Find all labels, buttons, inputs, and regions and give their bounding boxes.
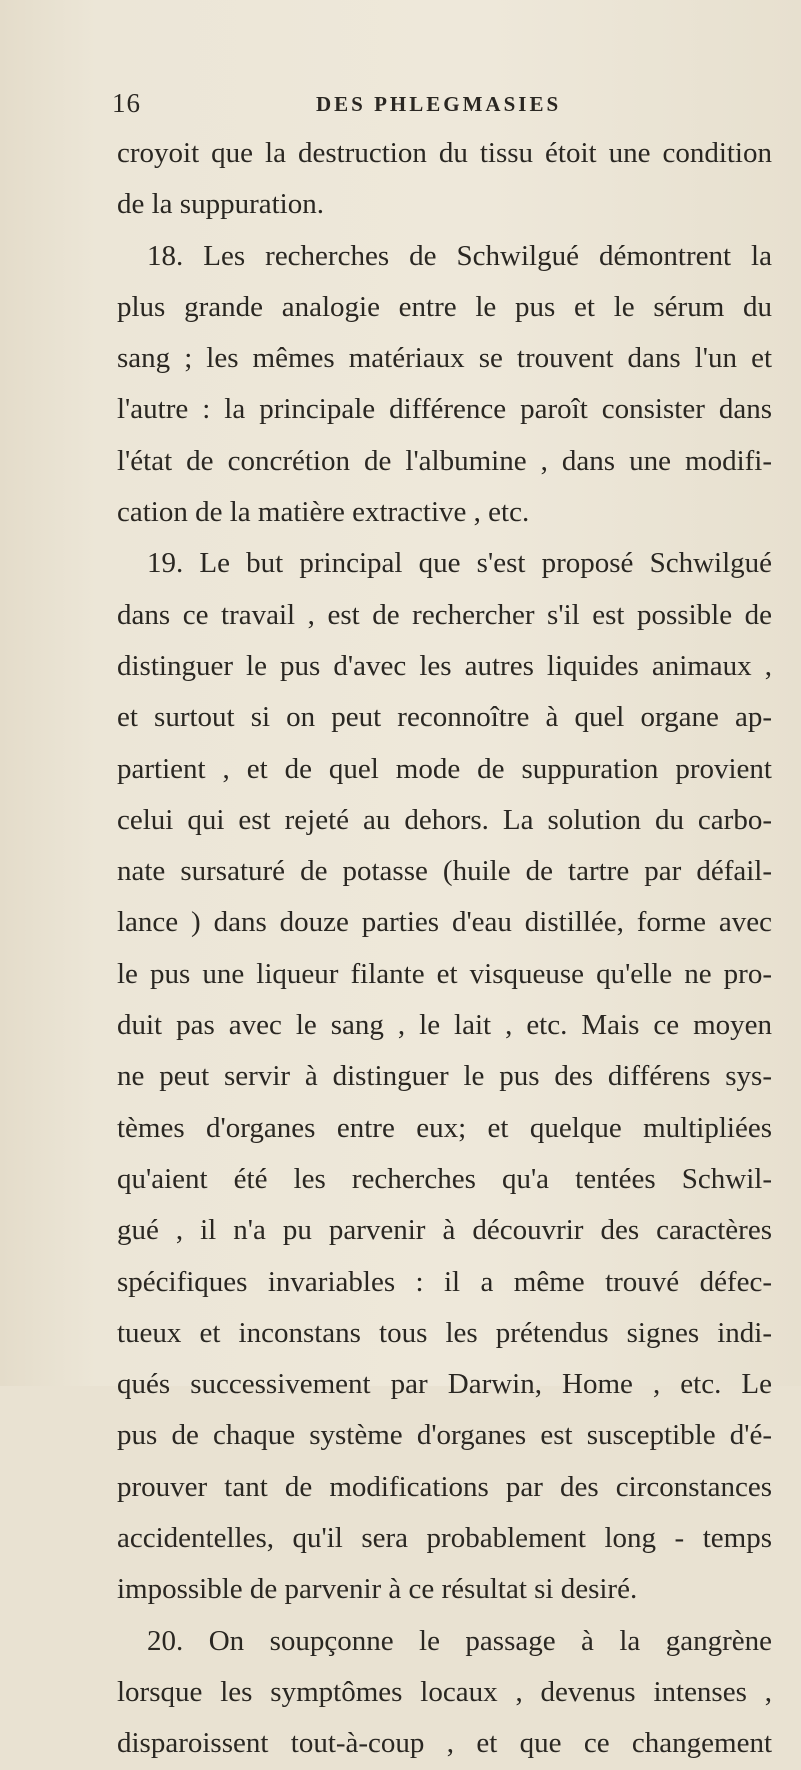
text-line: tueux et inconstans tous les prétendus signes indi-	[117, 1316, 772, 1349]
text-line: cation de la matière extractive , etc.	[117, 496, 530, 529]
text-line: celui qui est rejeté au dehors. La solution du carbo-	[117, 803, 772, 836]
page-number: 16	[112, 88, 141, 118]
text-line: partient , et de quel mode de suppuration provient	[117, 752, 772, 785]
text-line: l'état de concrétion de l'albumine , dans une modifi-	[117, 444, 772, 477]
text-line: gué , il n'a pu parvenir à découvrir des caractères	[117, 1214, 772, 1247]
text-line: 18. Les recherches de Schwilgué démontrent la	[147, 239, 772, 272]
text-line: qu'aient été les recherches qu'a tentées Schwil-	[117, 1162, 772, 1195]
running-head: DES PHLEGMASIES	[316, 92, 562, 116]
text-line: l'autre : la principale différence paroît consister dans	[117, 393, 772, 426]
text-line: spécifiques invariables : il a même trouvé défec-	[117, 1265, 772, 1298]
text-line: lance ) dans douze parties d'eau distillée, forme avec	[117, 906, 772, 939]
text-line: disparoissent tout-à-coup , et que ce changement	[117, 1727, 772, 1760]
text-line: 19. Le but principal que s'est proposé Schwilgué	[147, 547, 772, 580]
text-line: tèmes d'organes entre eux; et quelque multipliées	[117, 1111, 772, 1144]
text-line: nate sursaturé de potasse (huile de tartre par défail-	[117, 855, 772, 888]
text-line: prouver tant de modifications par des circonstances	[117, 1470, 772, 1503]
body-text	[117, 128, 772, 1770]
text-line: duit pas avec le sang , le lait , etc. Mais ce moyen	[117, 1009, 772, 1042]
text-line: accidentelles, qu'il sera probablement long - temps	[117, 1522, 772, 1555]
text-line: sang ; les mêmes matériaux se trouvent dans l'un et	[117, 342, 772, 375]
text-line: distinguer le pus d'avec les autres liquides animaux ,	[117, 649, 772, 682]
text-line: et surtout si on peut reconnoître à quel organe ap-	[117, 701, 772, 734]
text-line: croyoit que la destruction du tissu étoit une condition	[117, 137, 772, 169]
text-line: 20. On soupçonne le passage à la gangrène	[147, 1624, 772, 1657]
text-line: pus de chaque système d'organes est susceptible d'é-	[117, 1419, 772, 1452]
page-header	[112, 88, 772, 122]
text-line: de la suppuration.	[117, 188, 324, 221]
text-line: impossible de parvenir à ce résultat si desiré.	[117, 1573, 638, 1606]
text-line: qués successivement par Darwin, Home , etc. Le	[117, 1368, 772, 1401]
text-line: ne peut servir à distinguer le pus des différens sys-	[117, 1060, 772, 1093]
text-line: plus grande analogie entre le pus et le sérum du	[117, 290, 772, 323]
text-line: dans ce travail , est de rechercher s'il est possible de	[117, 598, 772, 631]
text-line: le pus une liqueur filante et visqueuse qu'elle ne pro-	[117, 957, 772, 990]
text-line: lorsque les symptômes locaux , devenus intenses ,	[117, 1675, 772, 1708]
